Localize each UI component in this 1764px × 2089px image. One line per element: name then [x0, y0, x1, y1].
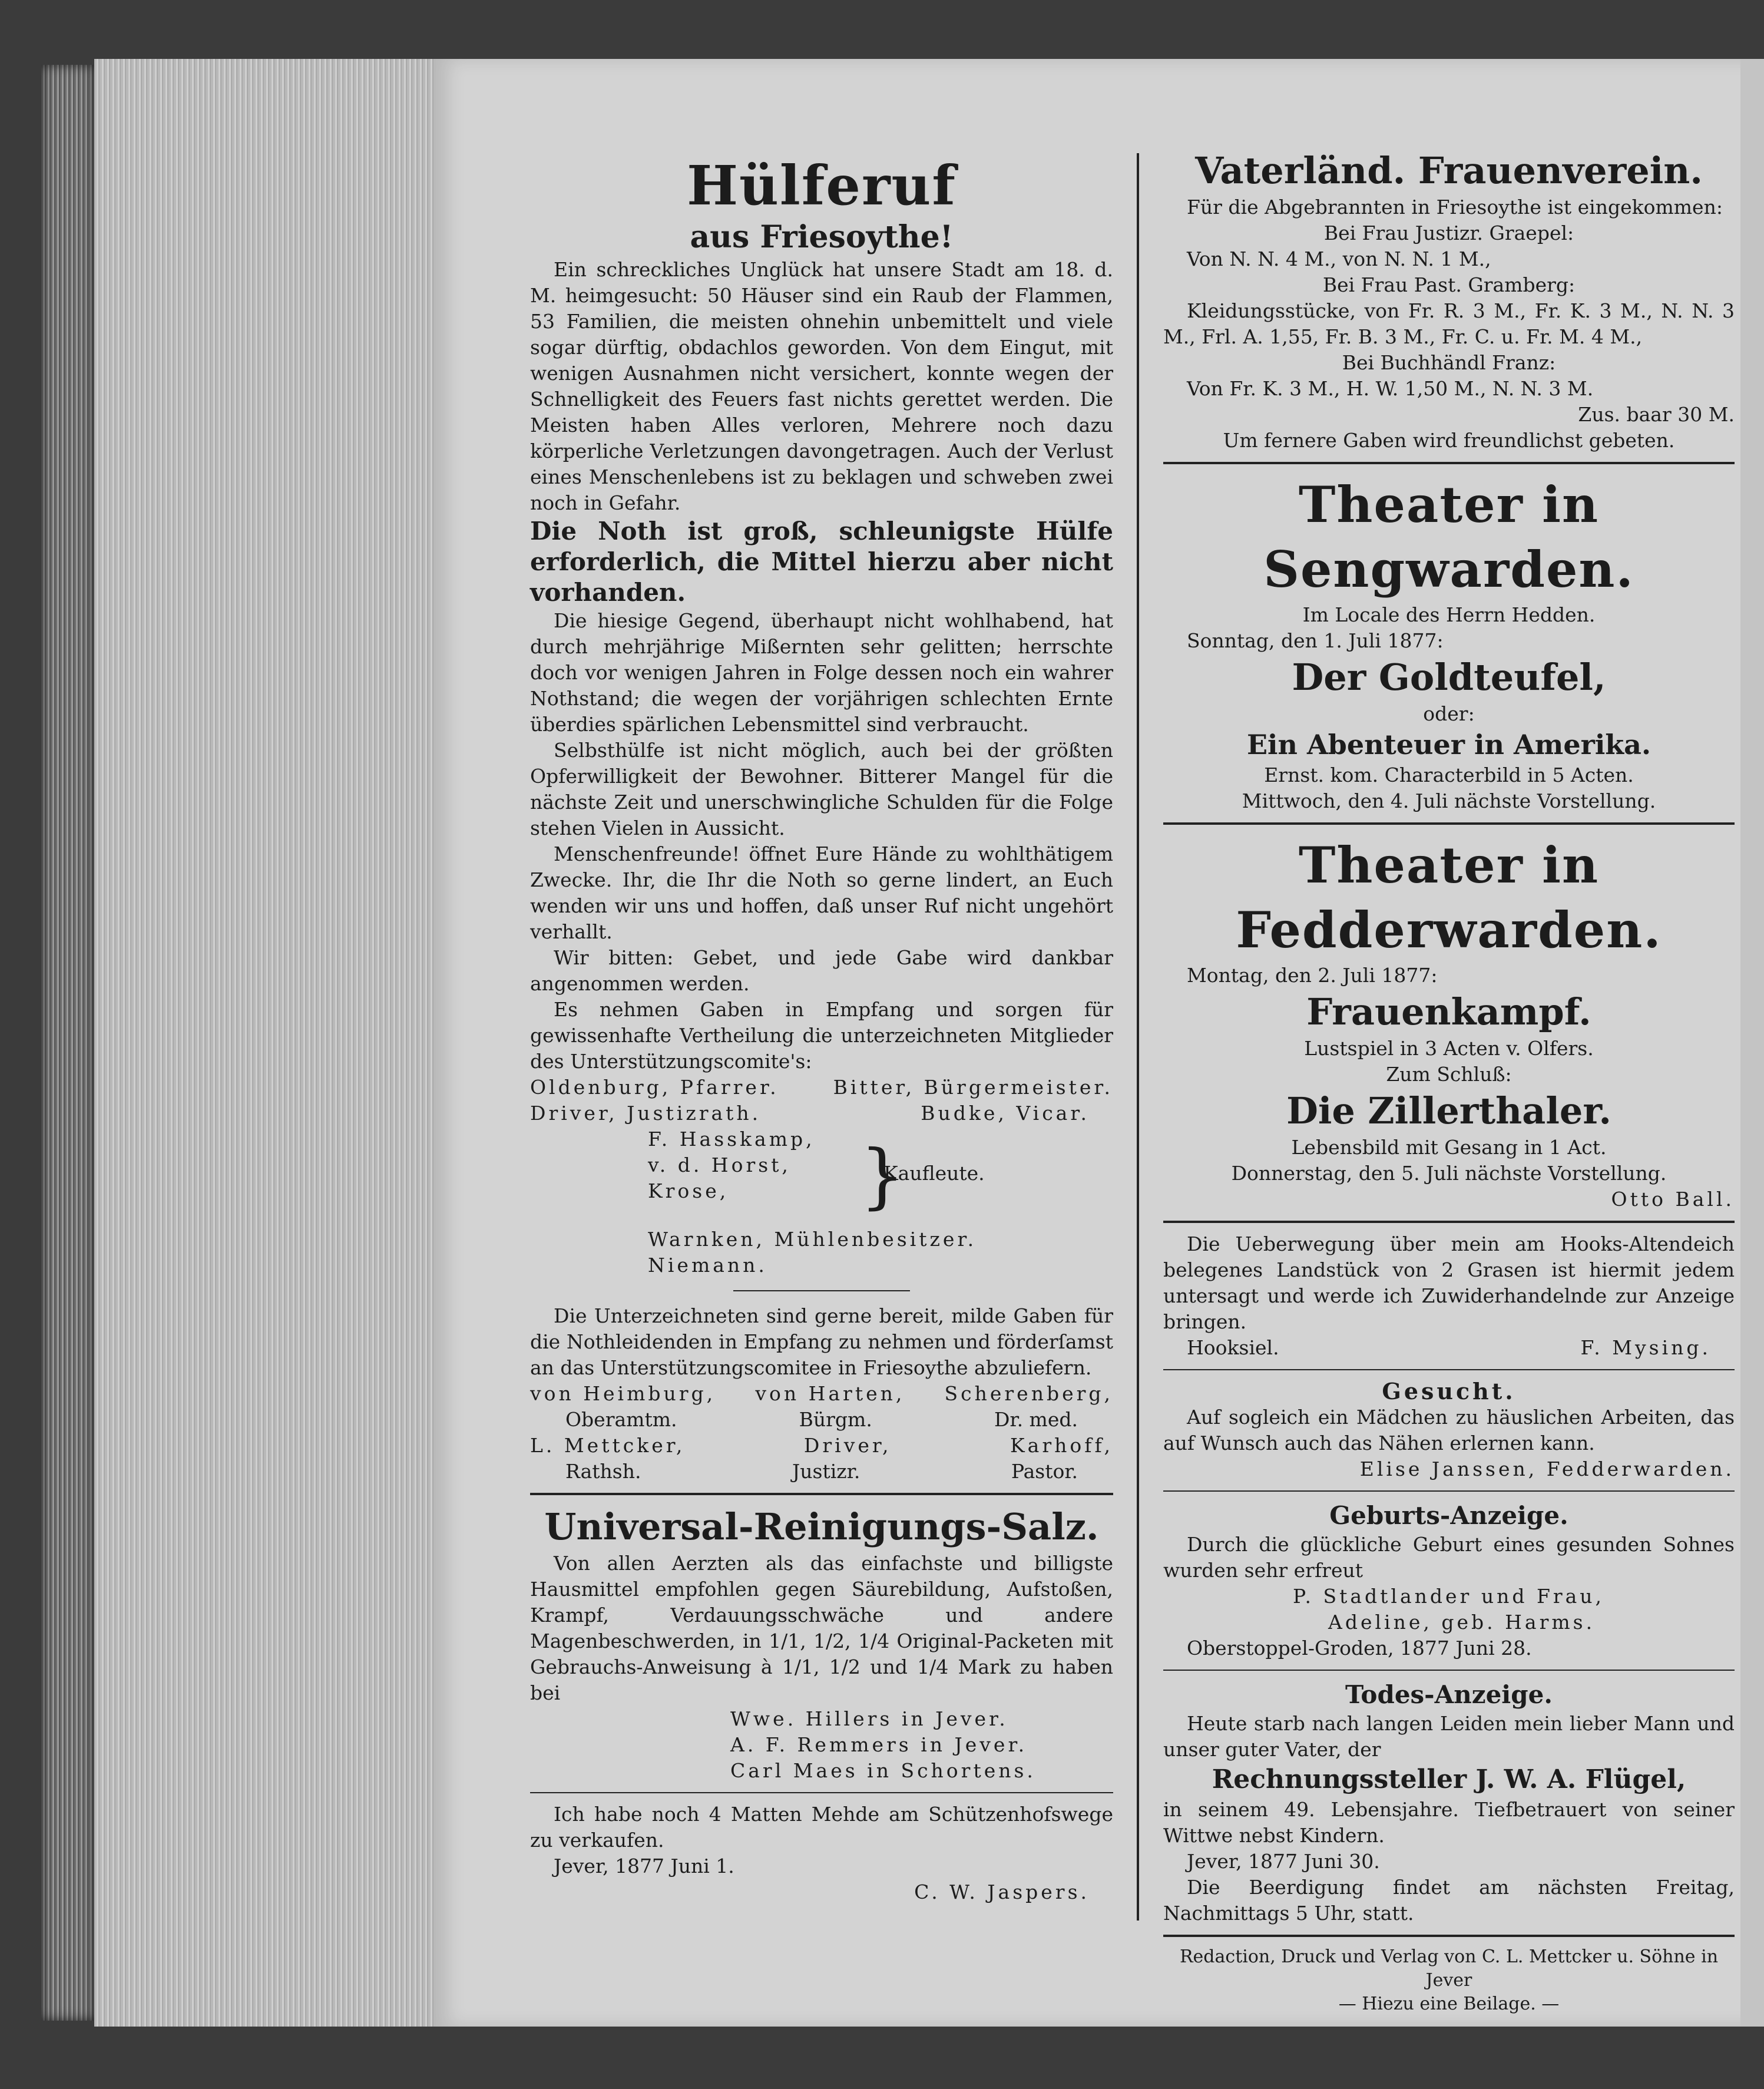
wanted-signature: Elise Janssen, Fedderwarden.	[1359, 1457, 1735, 1480]
theater-fedderwarden-schluss: Zum Schluß:	[1386, 1063, 1512, 1086]
collector-name: L. Mettcker,	[530, 1434, 686, 1457]
theater-fedderwarden-next: Donnerstag, den 5. Juli nächste Vorstellung.	[1231, 1162, 1667, 1185]
notice-signature: F. Mysing.	[1580, 1336, 1711, 1359]
signature-row-1	[530, 1075, 1113, 1100]
wanted-text: Auf sogleich ein Mädchen zu häuslichen Arbeiten, das auf Wunsch auch das Nähen erlernen kann.	[1163, 1406, 1735, 1455]
theater-sengwarden-date: Sonntag, den 1. Juli 1877:	[1187, 629, 1444, 652]
collector-name: von Harten,	[755, 1382, 905, 1405]
frauenverein-line: Kleidungsstücke, von Fr. R. 3 M., Fr. K. 3 M., N. N. 3 M., Frl. A. 1,55, Fr. B. 3 M., Fr. C. u. Fr. M. 4 M.,	[1163, 299, 1735, 348]
death-text: Heute starb nach langen Leiden mein lieber Mann und unser guter Vater, der	[1163, 1712, 1735, 1761]
frauenverein-closing: Um fernere Gaben wird freundlichst gebeten.	[1223, 429, 1675, 452]
signature-budke: Budke, Vicar.	[921, 1102, 1090, 1125]
imprint-line: Redaction, Druck und Verlag von C. L. Mettcker u. Söhne in Jever	[1179, 1946, 1719, 1991]
signature-bitter: Bitter, Bürgermeister.	[833, 1076, 1113, 1099]
salt-ad-seller-3: Carl Maes in Schortens.	[730, 1759, 1036, 1782]
collector-title: Bürgm.	[799, 1408, 872, 1431]
short-divider	[733, 1290, 910, 1291]
collector-title: Oberamtm.	[565, 1408, 677, 1431]
collectors-row-3	[530, 1433, 1113, 1459]
birth-text: Durch die glückliche Geburt eines gesunden Sohnes wurden sehr erfreut	[1163, 1533, 1735, 1582]
salt-ad-seller-1: Wwe. Hillers in Jever.	[730, 1707, 1008, 1730]
theater-sengwarden-oder: oder:	[1423, 702, 1475, 725]
frauenverein-title: Vaterländ. Frauenverein.	[1195, 149, 1703, 192]
frauenverein-line: Bei Frau Justizr. Graepel:	[1323, 222, 1574, 244]
frauenverein-line: Von N. N. 4 M., von N. N. 1 M.,	[1187, 247, 1491, 270]
appeal-emphasis: Die Noth ist groß, schleunigste Hülfe erforderlich, die Mittel hierzu aber nicht vorhanden.	[530, 517, 1113, 607]
appeal-paragraph-6: Wir bitten: Gebet, und jede Gabe wird dankbar angenommen werden.	[530, 946, 1113, 995]
merchant-name: F. Hasskamp,	[648, 1128, 815, 1151]
collector-title: Pastor.	[1011, 1460, 1078, 1483]
theater-sengwarden-genre: Ernst. kom. Characterbild in 5 Acten.	[1264, 763, 1634, 786]
notice-text: Die Ueberwegung über mein am Hooks-Altendeich belegenes Landstück von 2 Grasen ist hiermit jedem untersagt und werde ich Zuwiderhandelnde zur Anzeige bringen.	[1163, 1232, 1735, 1333]
collector-title: Dr. med.	[994, 1408, 1078, 1431]
section-divider	[1163, 822, 1735, 825]
frauenverein-line: Bei Frau Past. Gramberg:	[1322, 273, 1576, 296]
salt-ad-title: Universal-Reinigungs-Salz.	[544, 1505, 1099, 1548]
collectors-paragraph: Die Unterzeichneten sind gerne bereit, milde Gaben für die Nothleidenden in Empfang zu nehmen und förderſamst an das Unterstützungscomitee in Friesoythe abzuliefern.	[530, 1304, 1113, 1379]
frauenverein-total: Zus. baar 30 M.	[1578, 403, 1735, 426]
theater-fedderwarden-play: Frauenkampf.	[1306, 990, 1591, 1033]
section-divider	[1163, 1369, 1735, 1370]
collectors-row-2	[530, 1407, 1113, 1433]
theater-sengwarden-venue: Im Locale des Herrn Hedden.	[1302, 603, 1596, 626]
book-page-stack	[94, 59, 436, 2027]
appeal-paragraph-4: Selbsthülfe ist nicht möglich, auch bei der größten Opferwilligkeit der Bewohner. Bitterer Mangel für die nächste Zeit und unerschwingliche Schulden für die Folge stehen Vielen in Aussicht.	[530, 739, 1113, 839]
death-name: Rechnungssteller J. W. A. Flügel,	[1212, 1764, 1686, 1794]
section-divider	[530, 1493, 1113, 1495]
mehde-signature: C. W. Jaspers.	[914, 1880, 1090, 1903]
collector-name: Driver,	[803, 1434, 892, 1457]
theater-sengwarden-title: Theater in Sengwarden.	[1263, 475, 1634, 599]
mehde-text: Ich habe noch 4 Matten Mehde am Schützenhofswege zu verkaufen.	[530, 1803, 1113, 1852]
birth-parents: P. Stadtlander und Frau,	[1293, 1585, 1605, 1608]
signature-driver: Driver, Justizrath.	[530, 1102, 762, 1125]
section-divider	[1163, 1221, 1735, 1223]
death-funeral: Die Beerdigung findet am nächsten Freitag, Nachmittags 5 Uhr, statt.	[1163, 1876, 1735, 1925]
signature-oldenburg: Oldenburg, Pfarrer.	[530, 1076, 779, 1099]
frauenverein-line: Von Fr. K. 3 M., H. W. 1,50 M., N. N. 3 M.	[1187, 377, 1594, 400]
theater-fedderwarden-date: Montag, den 2. Juli 1877:	[1187, 964, 1438, 987]
collector-name: Karhoff,	[1010, 1434, 1113, 1457]
collector-title: Rathsh.	[565, 1460, 641, 1483]
signature-niemann: Niemann.	[648, 1254, 767, 1277]
theater-fedderwarden-signature: Otto Ball.	[1611, 1188, 1735, 1211]
collectors-row-4	[530, 1459, 1113, 1485]
wanted-title: Gesucht.	[1382, 1378, 1516, 1404]
section-divider	[530, 1792, 1113, 1793]
birth-date: Oberstoppel-Groden, 1877 Juni 28.	[1187, 1637, 1532, 1660]
salt-ad-seller-2: A. F. Remmers in Jever.	[730, 1733, 1028, 1756]
frauenverein-line: Bei Buchhändl Franz:	[1342, 351, 1556, 374]
merchant-name: Krose,	[648, 1179, 729, 1202]
section-divider	[1163, 1935, 1735, 1937]
signature-row-2	[530, 1100, 1113, 1126]
appeal-title: Hülferuf	[687, 154, 957, 217]
birth-mother: Adeline, geb. Harms.	[1328, 1611, 1596, 1634]
theater-fedderwarden-play-2: Die Zillerthaler.	[1286, 1089, 1611, 1132]
appeal-subtitle: aus Friesoythe!	[690, 219, 954, 255]
column-divider	[1137, 153, 1139, 1921]
left-column	[530, 88, 1113, 1905]
frauenverein-intro: Für die Abgebrannten in Friesoythe ist eingekommen:	[1187, 196, 1723, 219]
signature-warnken: Warnken, Mühlenbesitzer.	[648, 1228, 977, 1251]
section-divider	[1163, 1670, 1735, 1671]
mehde-date: Jever, 1877 Juni 1.	[554, 1855, 734, 1878]
notice-footer	[1163, 1335, 1735, 1361]
merchants-block	[648, 1126, 1113, 1227]
notice-place: Hooksiel.	[1187, 1336, 1279, 1359]
section-divider	[1163, 1490, 1735, 1492]
theater-sengwarden-next: Mittwoch, den 4. Juli nächste Vorstellung.	[1242, 789, 1656, 812]
supplement-line: — Hiezu eine Beilage. —	[1338, 1994, 1560, 2014]
death-title: Todes-Anzeige.	[1345, 1680, 1553, 1709]
appeal-paragraph-7: Es nehmen Gaben in Empfang und sorgen für gewissenhafte Vertheilung die unterzeichneten Mitglieder des Unterstützungscomite's:	[530, 998, 1113, 1073]
appeal-paragraph-5: Menschenfreunde! öffnet Eure Hände zu wohlthätigem Zwecke. Ihr, die Ihr die Noth so gerne lindert, an Euch wenden wir uns und hoffen, daß unser Ruf nicht ungehört verhallt.	[530, 842, 1113, 943]
theater-sengwarden-play: Der Goldteufel,	[1292, 656, 1606, 699]
brace-glyph: }	[860, 1135, 905, 1217]
collectors-row-1	[530, 1381, 1113, 1407]
collector-name: Scherenberg,	[944, 1382, 1113, 1405]
theater-sengwarden-subtitle: Ein Abenteuer in Amerika.	[1246, 729, 1651, 761]
birth-title: Geburts-Anzeige.	[1329, 1501, 1568, 1530]
theater-fedderwarden-genre: Lustspiel in 3 Acten v. Olfers.	[1304, 1037, 1594, 1060]
book-edge-marbled	[41, 65, 94, 2021]
death-date: Jever, 1877 Juni 30.	[1187, 1850, 1380, 1873]
collector-title: Justizr.	[792, 1460, 861, 1483]
merchant-name: v. d. Horst,	[648, 1153, 791, 1176]
collector-name: von Heimburg,	[530, 1382, 716, 1405]
theater-fedderwarden-genre-2: Lebensbild mit Gesang in 1 Act.	[1291, 1136, 1607, 1159]
appeal-paragraph-3: Die hiesige Gegend, überhaupt nicht wohlhabend, hat durch mehrjährige Mißernten sehr gelitten; herrschte doch vor wenigen Jahren in Folge dessen noch ein wahrer Nothstand; die wegen der vorjährigen schlechten Ernte überdies spärlichen Lebensmittel sind verbraucht.	[530, 609, 1113, 736]
section-divider	[1163, 462, 1735, 464]
appeal-paragraph-1: Ein schreckliches Unglück hat unsere Stadt am 18. d. M. heimgesucht: 50 Häuser sind ein Raub der Flammen, 53 Familien, die meisten ohnehin unbemittelt und viele sogar dürftig, obdachlos geworden. Von dem Eingut, mit wenigen Ausnahmen nicht versichert, konnte wegen der Schnelligkeit des Feuers fast nichts gerettet werden. Die Meisten haben Alles verloren, Mehrere noch dazu körperliche Verletzungen davongetragen. Auch der Verlust eines Menschenlebens ist zu beklagen und schweben zwei noch in Gefahr.	[530, 258, 1113, 514]
salt-ad-text: Von allen Aerzten als das einfachste und billigste Hausmittel empfohlen gegen Säurebildung, Aufstoßen, Krampf, Verdauungsschwäche und andere Magenbeschwerden, in 1/1, 1/2, 1/4 Original-Packeten mit Gebrauchs-Anweisung à 1/1, 1/2 und 1/4 Mark zu haben bei	[530, 1552, 1113, 1704]
right-column	[1163, 88, 1735, 2016]
death-text-2: in seinem 49. Lebensjahre. Tiefbetrauert von seiner Wittwe nebst Kindern.	[1163, 1798, 1735, 1847]
theater-fedderwarden-title: Theater in Fedderwarden.	[1236, 836, 1662, 959]
merchants-role: Kaufleute.	[883, 1162, 985, 1185]
next-page-edge	[1740, 59, 1764, 2027]
